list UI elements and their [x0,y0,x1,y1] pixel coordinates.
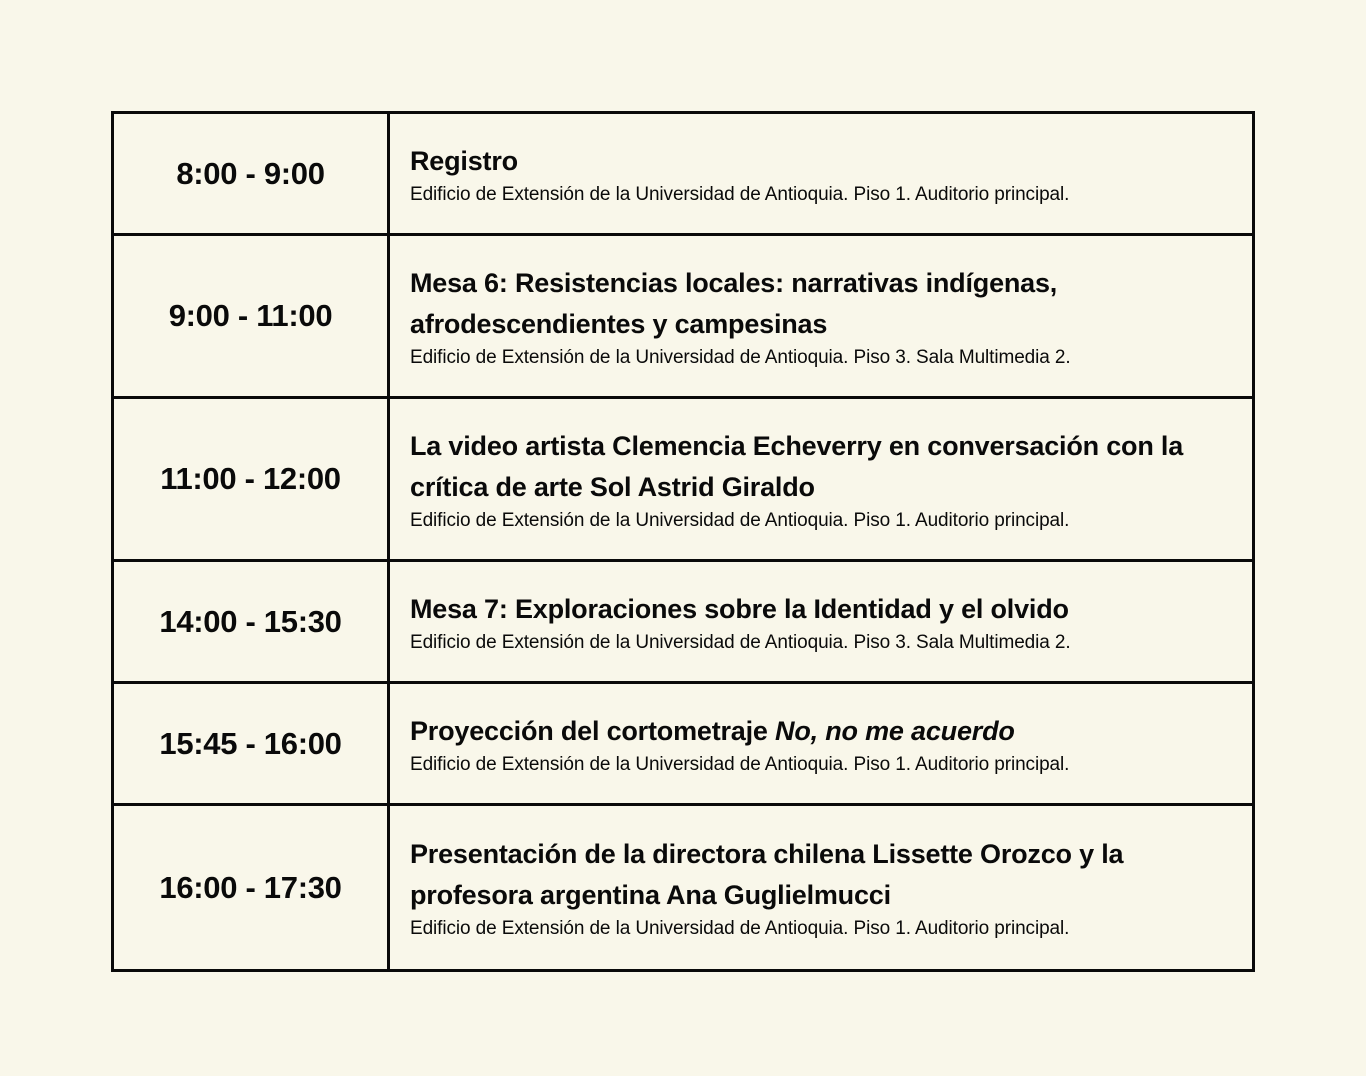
session-location: Edificio de Extensión de la Universidad de Antioquia. Piso 3. Sala Multimedia 2. [410,346,1071,368]
schedule-row [114,236,1252,399]
session-location: Edificio de Extensión de la Universidad de Antioquia. Piso 3. Sala Multimedia 2. [410,631,1071,653]
session-title [410,711,1234,752]
session-location: Edificio de Extensión de la Universidad de Antioquia. Piso 1. Auditorio principal. [410,183,1070,205]
session-title-text: Presentación de la directora chilena Lissette Orozco y la profesora argentina Ana Guglielmucci [410,839,1124,910]
schedule-row [114,399,1252,562]
session-info [390,236,1252,396]
session-location: Edificio de Extensión de la Universidad de Antioquia. Piso 1. Auditorio principal. [410,753,1070,775]
session-info [390,114,1252,233]
schedule-row [114,562,1252,684]
session-title-italic: No, no me acuerdo [775,715,1015,746]
time-slot: 16:00 - 17:30 [114,806,390,969]
time-slot: 15:45 - 16:00 [114,684,390,803]
session-info [390,562,1252,681]
session-info [390,684,1252,803]
session-title [410,141,1234,182]
session-title [410,263,1234,345]
session-location: Edificio de Extensión de la Universidad de Antioquia. Piso 1. Auditorio principal. [410,918,1070,939]
time-slot: 11:00 - 12:00 [114,399,390,559]
session-location: Edificio de Extensión de la Universidad de Antioquia. Piso 1. Auditorio principal. [410,509,1070,531]
time-slot: 8:00 - 9:00 [114,114,390,233]
session-info [390,399,1252,559]
session-title [410,589,1234,630]
session-title-text: Registro [410,145,518,176]
schedule-row [114,806,1252,969]
schedule-table [111,111,1255,972]
session-title [410,426,1234,508]
schedule-row [114,684,1252,806]
time-slot: 14:00 - 15:30 [114,562,390,681]
session-title-text: Proyección del cortometraje [410,715,776,746]
session-title [410,834,1234,916]
session-info [390,806,1252,969]
schedule-row [114,114,1252,236]
session-title-text: Mesa 7: Exploraciones sobre la Identidad y el olvido [410,593,1069,624]
session-title-text: Mesa 6: Resistencias locales: narrativas indígenas, afrodescendientes y campesinas [410,267,1058,339]
time-slot: 9:00 - 11:00 [114,236,390,396]
session-title-text: La video artista Clemencia Echeverry en conversación con la crítica de arte Sol Astrid Giraldo [410,430,1184,502]
